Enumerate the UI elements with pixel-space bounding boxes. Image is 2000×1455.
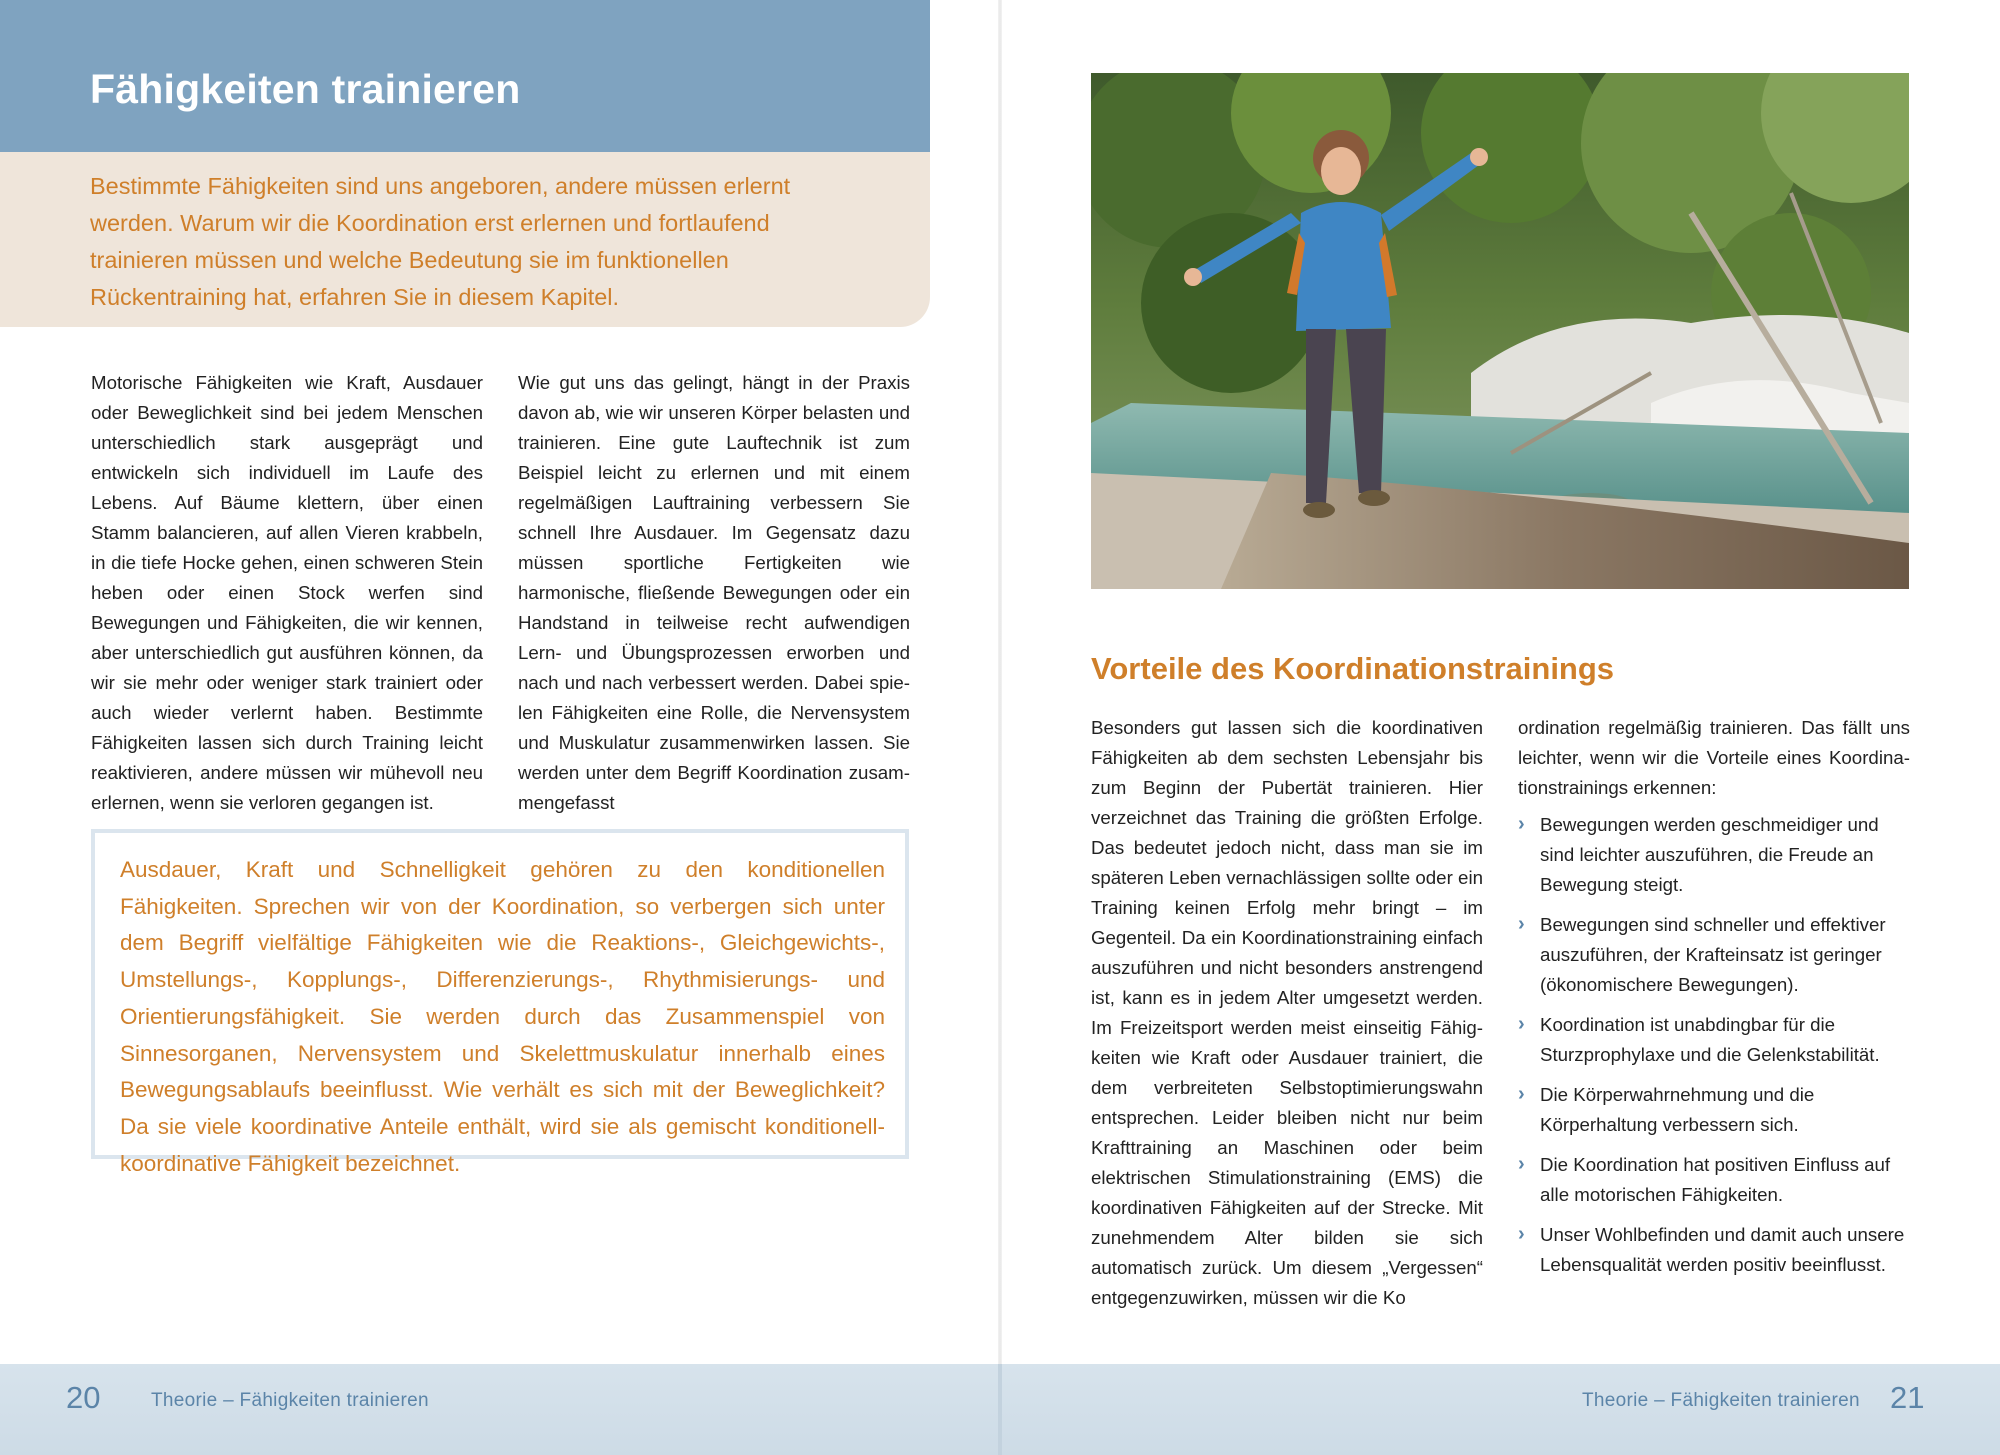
list-item-text: Die Koordination hat positiven Einfluss auf alle motorischen Fähigkeiten. [1540, 1154, 1891, 1205]
body-column-1: Motorische Fähigkeiten wie Kraft, Ausdauer oder Beweglichkeit sind bei jedem Menschen unterschiedlich stark ausgeprägt und entwickeln sich individuell im Laufe des Lebens. Auf Bäume klettern, über einen Stamm balancieren, auf allen Vieren krabbeln, in die tiefe Hocke gehen, einen schweren Stein heben oder einen Stock werfen sind Bewegungen und Fähigkeiten, die wir kennen, aber unterschiedlich gut ausführen können, da wir sie mehr oder weniger stark trainiert oder auch wieder verlernt haben. Bestimmte Fähigkeiten lassen sich durch Training leicht reaktivieren, andere müssen wir mühevoll neu erlernen, wenn sie verloren gegangen ist. [91, 372, 483, 813]
list-item [1518, 1080, 1910, 1140]
chevron-right-icon: › [1518, 1083, 1525, 1105]
list-item [1518, 810, 1910, 900]
list-item [1518, 910, 1910, 1000]
footer-divider [998, 1364, 1002, 1455]
chevron-right-icon: › [1518, 1153, 1525, 1175]
photo-illustration [1091, 73, 1909, 589]
hiker-balancing-photo [1091, 73, 1909, 589]
page-gutter [998, 0, 1002, 1455]
chevron-right-icon: › [1518, 1223, 1525, 1245]
section-title: Vorteile des Koordinationstrainings [1091, 651, 1615, 686]
running-head-left: Theorie – Fähigkeiten trainieren [151, 1390, 429, 1411]
list-item [1518, 1150, 1910, 1210]
body-column-2: Wie gut uns das gelingt, hängt in der Praxis davon ab, wie wir unseren Körper belasten und trainieren. Eine gute Lauftechnik ist zum Beispiel leicht zu erlernen und mit einem regelmäßigen Lauftraining verbessern Sie schnell Ihre Ausdauer. Im Gegensatz dazu müssen sportliche Fertigkeiten wie harmonische, fließende Bewegungen oder ein Handstand in teilweise recht aufwendigen Lern- und Übungsprozessen erworben und nach und nach verbessert werden. Dabei spielen Fähigkeiten eine Rolle, die Nervensystem und Muskulatur zusammenwirken lassen. Sie werden unter dem Begriff Koordination zusammengefasst [518, 372, 910, 813]
list-item [1518, 1010, 1910, 1070]
list-item [1518, 1220, 1910, 1280]
list-item-text: Koordination ist unabdingbar für die Sturzprophylaxe und die Gelenkstabilität. [1540, 1014, 1880, 1065]
page-number-right: 21 [1890, 1380, 1925, 1415]
intro-paragraph: Bestimmte Fähigkeiten sind uns angeboren, andere müssen erlernt werden. Warum wir die Koordination erst erlernen und fortlaufend trainieren müssen und welche Bedeutung sie im funktionellen Rückentraining hat, erfahren Sie in diesem Kapitel. [90, 173, 791, 310]
chevron-right-icon: › [1518, 813, 1525, 835]
chevron-right-icon: › [1518, 1013, 1525, 1035]
benefits-list [1518, 810, 1910, 1290]
running-head-right: Theorie – Fähigkeiten trainieren [1582, 1390, 1860, 1411]
body-column-3: Besonders gut lassen sich die koordinativen Fähigkeiten ab dem sechsten Lebensjahr bis zum Beginn der Pubertät trainieren. Hier verzeichnet das Training die größten Erfolge. Das bedeutet jedoch nicht, dass man sie im späteren Leben vernachlässigen sollte oder ein Training keinen Erfolg mehr bringt – im Gegenteil. Da ein Koordinationstraining einfach auszuführen und nicht besonders anstrengend ist, kann es in jedem Alter umgesetzt werden. Im Freizeitsport werden meist einseitig Fähigkeiten wie Kraft oder Ausdauer trainiert, die dem verbreiteten Selbstoptimierungswahn entsprechen. Leider bleiben nicht nur beim Krafttraining an Maschinen oder beim elektrischen Stimulationstraining (EMS) die koordinativen Fähigkeiten auf der Strecke. Mit zunehmendem Alter bilden sie sich automatisch zurück. Um diesem „Vergessen“ entgegenzuwirken, müssen wir die Ko [1091, 717, 1483, 1308]
list-item-text: Die Körperwahrnehmung und die Körperhaltung verbessern sich. [1540, 1084, 1815, 1135]
chevron-right-icon: › [1518, 913, 1525, 935]
list-item-text: Unser Wohlbefinden und damit auch unsere Lebensqualität werden positiv beeinflusst. [1540, 1224, 1905, 1275]
info-box-text: Ausdauer, Kraft und Schnelligkeit gehören zu den konditionellen Fähigkeiten. Sprechen wir von der Koordination, so verbergen sich unter dem Begriff vielfältige Fähigkeiten wie die Reaktions-, Gleichgewichts-, Umstellungs-, Kopplungs-, Differenzierungs-, Rhythmisierungs- und Orientierungsfähigkeit. Sie werden durch das Zusammenspiel von Sinnesorganen, Nervensystem und Skelettmuskulatur innerhalb eines Bewegungsablaufs beeinflusst. Wie verhält es sich mit der Beweglichkeit? Da sie viele koordinative Anteile enthält, wird sie als gemischt konditionell-koordinative Fähigkeit bezeichnet. [120, 857, 885, 1176]
list-item-text: Bewegungen sind schneller und effektiver auszuführen, der Krafteinsatz ist geringer (ökonomischere Bewegungen). [1540, 914, 1886, 995]
list-item-text: Bewegungen werden geschmeidiger und sind leichter auszuführen, die Freude an Bewegung steigt. [1540, 814, 1879, 895]
page-number-left: 20 [66, 1380, 101, 1415]
body-column-4-intro: ordination regelmäßig trainieren. Das fällt uns leichter, wenn wir die Vorteile eines Koordinationstrainings erkennen: [1518, 717, 1910, 798]
page-title: Fähigkeiten trainieren [90, 66, 521, 112]
